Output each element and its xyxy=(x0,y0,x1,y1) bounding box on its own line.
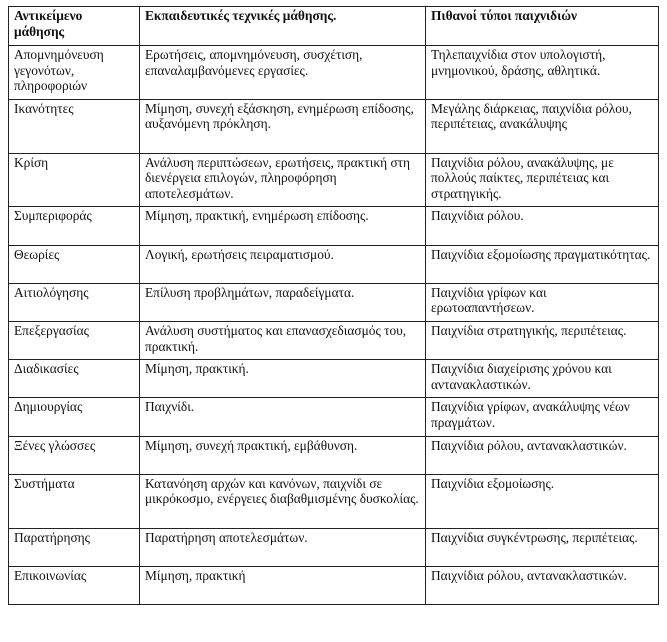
cell-learning-object xyxy=(9,436,140,474)
cell-teaching-techniques xyxy=(140,436,426,474)
cell-learning-object xyxy=(9,528,140,566)
cell-teaching-techniques xyxy=(140,245,426,283)
cell-text: Τηλεπαιχνίδια στον υπολογιστή, μνημονικού, δράσης, αθλητικά. xyxy=(431,47,606,78)
cell-game-types xyxy=(426,99,659,153)
cell-game-types xyxy=(426,321,659,359)
cell-game-types xyxy=(426,153,659,207)
cell-text: Ανάλυση συστήματος και επανασχεδιασμός του, πρακτική. xyxy=(145,322,407,354)
cell-text: Παιχνίδια ρόλου, αντανακλαστικών. xyxy=(431,437,627,453)
cell-text: Παιχνίδια συγκέντρωσης, περιπέτειας. xyxy=(431,529,638,545)
cell-game-types xyxy=(426,566,659,604)
cell-text: Συμπεριφοράς xyxy=(14,208,92,224)
header-learning-object: Αντικείμενο μάθησης xyxy=(9,7,140,46)
cell-text: Απομνημόνευση γεγονότων, πληροφοριών xyxy=(14,47,104,94)
cell-teaching-techniques xyxy=(140,566,426,604)
table-row xyxy=(9,528,659,566)
table-row xyxy=(9,566,659,604)
cell-text: Διαδικασίες xyxy=(14,361,79,377)
cell-text: Παιχνίδια ρόλου. xyxy=(431,208,524,224)
table-row xyxy=(9,207,659,245)
cell-teaching-techniques xyxy=(140,207,426,245)
table-row xyxy=(9,99,659,153)
table-body xyxy=(9,46,659,605)
cell-learning-object xyxy=(9,566,140,604)
cell-learning-object xyxy=(9,153,140,207)
cell-text: Παιχνίδια ρόλου, αντανακλαστικών. xyxy=(431,567,627,583)
table-row xyxy=(9,436,659,474)
cell-text: Επεξεργασίας xyxy=(14,322,89,338)
cell-text: Ξένες γλώσσες xyxy=(14,437,96,453)
table-header-row xyxy=(9,7,659,46)
cell-teaching-techniques xyxy=(140,474,426,528)
cell-teaching-techniques xyxy=(140,46,426,100)
cell-text: Παιχνίδια στρατηγικής, περιπέτειας. xyxy=(431,322,627,338)
cell-text: Λογική, ερωτήσεις πειραματισμού. xyxy=(145,246,334,262)
cell-text: Συστήματα xyxy=(14,475,75,491)
cell-text: Δημιουργίας xyxy=(14,399,83,415)
cell-text: Παρατήρηση αποτελεσμάτων. xyxy=(145,529,308,545)
cell-teaching-techniques xyxy=(140,360,426,398)
cell-learning-object xyxy=(9,474,140,528)
cell-teaching-techniques xyxy=(140,528,426,566)
cell-game-types xyxy=(426,528,659,566)
cell-text: Παρατήρησης xyxy=(14,529,90,545)
cell-text: Μίμηση, συνεχή εξάσκηση, ενημέρωση επίδοσης, αυξανόμενη πρόκληση. xyxy=(145,100,414,132)
cell-text: Μίμηση, πρακτική. xyxy=(145,361,249,377)
cell-game-types xyxy=(426,436,659,474)
cell-text: Παιχνίδια εξομοίωσης. xyxy=(431,475,555,491)
cell-game-types xyxy=(426,46,659,100)
cell-game-types xyxy=(426,398,659,436)
cell-text: Παιχνίδια γρίφων και ερωτοαπαντήσεων. xyxy=(431,284,547,316)
cell-learning-object xyxy=(9,245,140,283)
cell-text: Αιτιολόγησης xyxy=(14,284,89,300)
table-row xyxy=(9,321,659,359)
table-row xyxy=(9,283,659,321)
cell-text: Ερωτήσεις, απομνημόνευση, συσχέτιση, επαναλαμβανόμενες εργασίες. xyxy=(145,47,363,78)
cell-learning-object xyxy=(9,207,140,245)
cell-teaching-techniques xyxy=(140,283,426,321)
cell-text: Παιχνίδια διαχείρισης χρόνου και αντανακλαστικών. xyxy=(431,361,612,392)
cell-text: Παιχνίδια γρίφων, ανακάλυψης νέων πραγμάτων. xyxy=(431,399,630,430)
cell-text: Κρίση xyxy=(14,154,49,170)
cell-game-types xyxy=(426,207,659,245)
cell-learning-object xyxy=(9,99,140,153)
cell-teaching-techniques xyxy=(140,153,426,207)
cell-text: Μίμηση, πρακτική xyxy=(145,567,246,583)
cell-text: Μεγάλης διάρκειας, παιχνίδια ρόλου, περιπέτειας, ανακάλυψης xyxy=(431,100,632,132)
cell-game-types xyxy=(426,474,659,528)
cell-learning-object xyxy=(9,398,140,436)
cell-text: Παιχνίδι. xyxy=(145,399,195,415)
cell-text: Ικανότητες xyxy=(14,100,74,116)
cell-text: Θεωρίες xyxy=(14,246,60,262)
cell-game-types xyxy=(426,245,659,283)
table-row xyxy=(9,46,659,100)
cell-learning-object xyxy=(9,46,140,100)
learning-games-table xyxy=(8,6,659,605)
header-teaching-techniques: Εκπαιδευτικές τεχνικές μάθησης. xyxy=(140,7,426,46)
table-row xyxy=(9,360,659,398)
cell-teaching-techniques xyxy=(140,321,426,359)
cell-text: Παιχνίδια ρόλου, ανακάλυψης, με πολλούς παίκτες, περιπέτειας και στρατηγικής. xyxy=(431,154,614,201)
table-row xyxy=(9,474,659,528)
cell-learning-object xyxy=(9,321,140,359)
cell-learning-object xyxy=(9,360,140,398)
cell-teaching-techniques xyxy=(140,99,426,153)
table-row xyxy=(9,245,659,283)
header-game-types: Πιθανοί τύποι παιχνιδιών xyxy=(426,7,659,46)
cell-game-types xyxy=(426,283,659,321)
cell-text: Ανάλυση περιπτώσεων, ερωτήσεις, πρακτική στη διενέργεια επιλογών, πληροφόρηση αποτελεσμάτων. xyxy=(145,154,411,201)
cell-teaching-techniques xyxy=(140,398,426,436)
cell-text: Παιχνίδια εξομοίωσης πραγματικότητας. xyxy=(431,246,651,262)
cell-game-types xyxy=(426,360,659,398)
cell-text: Επικοινωνίας xyxy=(14,567,87,583)
cell-text: Μίμηση, πρακτική, ενημέρωση επίδοσης. xyxy=(145,208,369,224)
cell-text: Κατανόηση αρχών και κανόνων, παιχνίδι σε μικρόκοσμο, ενέργειες διαβαθμισμένης δυσκολίας. xyxy=(145,475,419,507)
table-row xyxy=(9,398,659,436)
table-row xyxy=(9,153,659,207)
cell-text: Επίλυση προβλημάτων, παραδείγματα. xyxy=(145,284,355,300)
cell-text: Μίμηση, συνεχή πρακτική, εμβάθυνση. xyxy=(145,437,358,453)
cell-learning-object xyxy=(9,283,140,321)
